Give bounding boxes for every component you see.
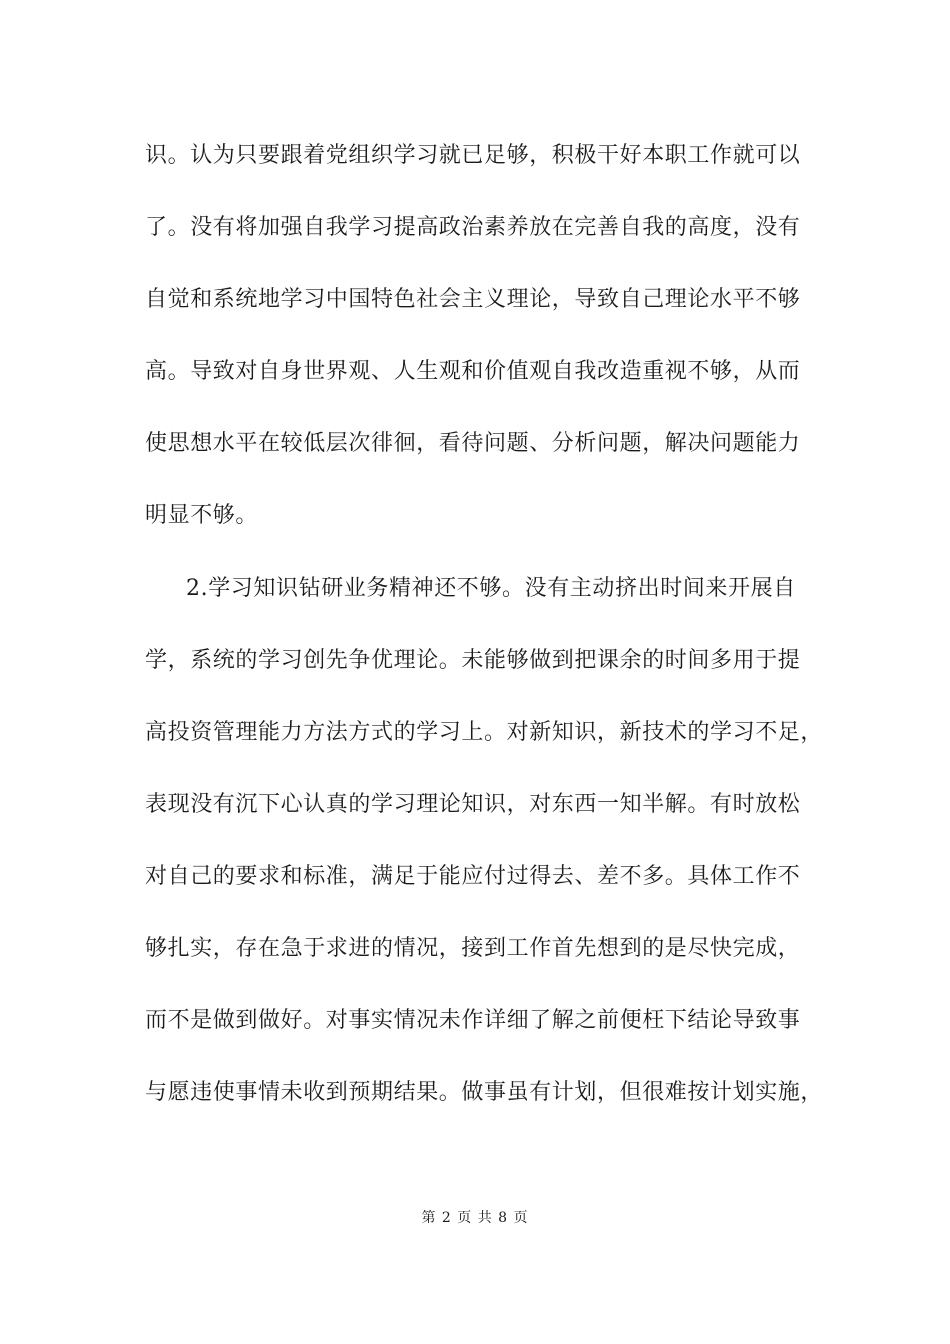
page-number-footer: 第 2 页 共 8 页 bbox=[421, 1210, 529, 1226]
text-line-4: 高。导致对自身世界观、人生观和价值观自我改造重视不够，从而 bbox=[145, 359, 801, 384]
text-line-2: 了。没有将加强自我学习提高政治素养放在完善自我的高度，没有 bbox=[145, 215, 801, 240]
text-line-9: 高投资管理能力方法方式的学习上。对新知识，新技术的学习不足， bbox=[145, 720, 824, 745]
text-line-11: 对自己的要求和标准，满足于能应付过得去、差不多。具体工作不 bbox=[145, 864, 801, 889]
text-line-8: 学，系统的学习创先争优理论。未能够做到把课余的时间多用于提 bbox=[145, 648, 801, 673]
text-line-14: 与愿违使事情未收到预期结果。做事虽有计划，但很难按计划实施， bbox=[145, 1080, 824, 1105]
text-line-12: 够扎实，存在急于求进的情况，接到工作首先想到的是尽快完成， bbox=[145, 936, 801, 961]
paragraph-2-first-line: 2.学习知识钻研业务精神还不够。没有主动挤出时间来开展自 bbox=[186, 576, 796, 601]
text-line-1: 识。认为只要跟着党组织学习就已足够，积极干好本职工作就可以 bbox=[145, 143, 801, 168]
text-line-3: 自觉和系统地学习中国特色社会主义理论，导致自己理论水平不够 bbox=[145, 287, 801, 312]
text-line-13: 而不是做到做好。对事实情况未作详细了解之前便枉下结论导致事 bbox=[145, 1008, 801, 1033]
text-line-6: 明显不够。 bbox=[145, 503, 259, 528]
text-line-10: 表现没有沉下心认真的学习理论知识，对东西一知半解。有时放松 bbox=[145, 792, 801, 817]
text-line-5: 使思想水平在较低层次徘徊，看待问题、分析问题，解决问题能力 bbox=[145, 431, 801, 456]
